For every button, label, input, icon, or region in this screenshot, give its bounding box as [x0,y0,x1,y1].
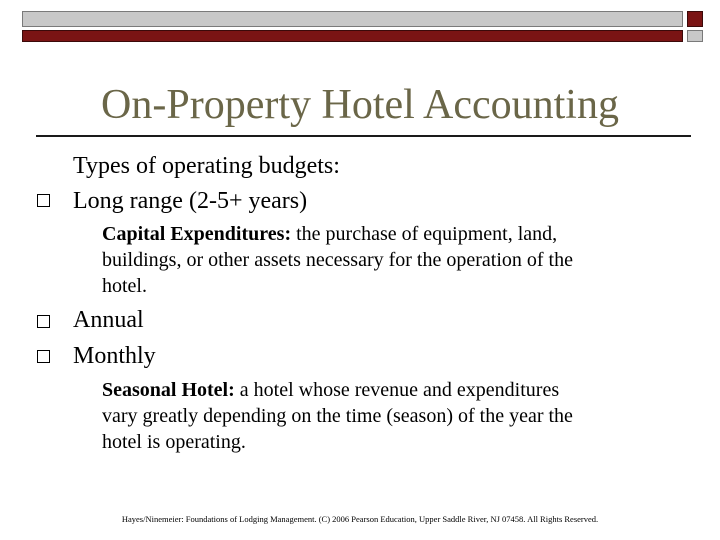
capex-line-3: hotel. [102,275,147,297]
seasonal-line-2: vary greatly depending on the time (season) of the year the [102,405,573,427]
slide-title: On-Property Hotel Accounting [101,82,619,128]
header-bar-light [22,11,683,27]
capex-line-2: buildings, or other assets necessary for the operation of the [102,249,573,271]
capex-line-1 [102,222,557,247]
seasonal-line-3: hotel is operating. [102,431,246,453]
intro-text: Types of operating budgets: [73,153,340,179]
seasonal-line-1 [102,378,559,403]
corner-square-dark [687,11,703,27]
bullet-long-range: Long range (2-5+ years) [73,188,308,214]
capex-term: Capital Expenditures: [102,223,292,245]
copyright-footer: Hayes/Ninemeier: Foundations of Lodging Management. (C) 2006 Pearson Education, Upper Saddle River, NJ 07458. All Rights Reserved. [121,514,599,524]
bullet-monthly: Monthly [73,343,156,369]
square-bullet-icon [37,315,50,328]
square-bullet-icon [37,194,50,207]
seasonal-term: Seasonal Hotel: [102,379,235,401]
corner-square-light [687,30,703,42]
header-bar-dark [22,30,683,42]
square-bullet-icon [37,350,50,363]
title-divider [36,135,691,137]
capex-definition-start: the purchase of equipment, land, [291,223,558,245]
bullet-annual: Annual [73,307,144,333]
seasonal-definition-start: a hotel whose revenue and expenditures [234,379,560,401]
